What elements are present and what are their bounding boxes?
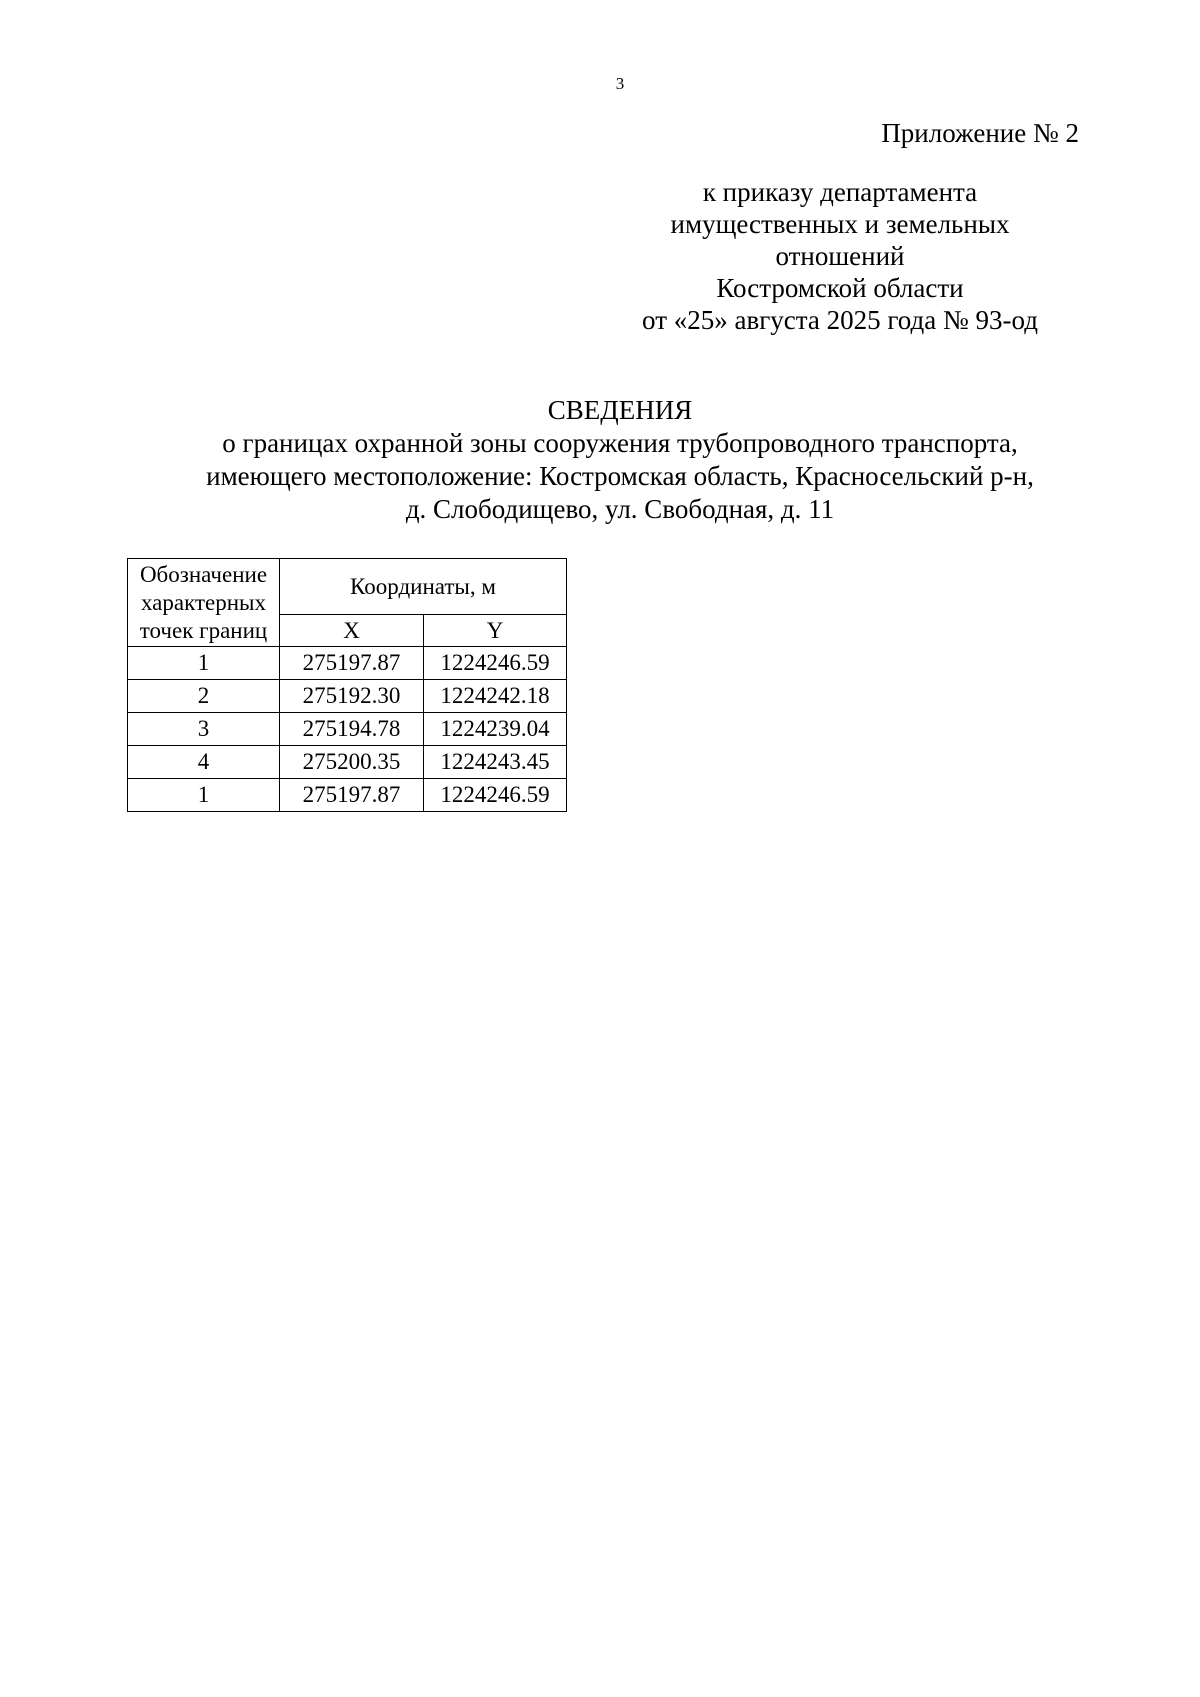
table-row [128,779,567,812]
x-cell: 275197.87 [280,647,424,680]
x-cell: 275192.30 [280,680,424,713]
table-row [128,746,567,779]
coordinates-column-header: Координаты, м [280,559,567,615]
document-subtitle-line: д. Слободищево, ул. Свободная, д. 11 [405,494,835,524]
table-row [128,680,567,713]
y-cell: 1224242.18 [424,680,567,713]
order-line: Костромской области [716,273,964,303]
appendix-title: Приложение № 2 [881,118,1079,148]
y-cell: 1224239.04 [424,713,567,746]
page-number: 3 [615,74,625,93]
y-column-header: Y [424,615,567,647]
order-reference [610,176,1070,336]
x-cell: 275197.87 [280,779,424,812]
y-cell: 1224246.59 [424,779,567,812]
boundary-coordinates-table [127,558,567,812]
order-line: к приказу департамента [702,177,978,207]
x-column-header: X [280,615,424,647]
y-cell: 1224246.59 [424,647,567,680]
table-row [128,713,567,746]
point-column-header: Обозначение характерных точек границ [128,559,280,647]
document-heading [100,394,1140,526]
y-cell: 1224243.45 [424,746,567,779]
point-cell: 3 [128,713,280,746]
x-cell: 275200.35 [280,746,424,779]
table-row [128,647,567,680]
order-date-line: от «25» августа 2025 года № 93-од [642,305,1038,335]
order-line: имущественных и земельных [670,209,1010,239]
point-cell: 2 [128,680,280,713]
document-subtitle-line: о границах охранной зоны сооружения трубопроводного транспорта, [222,428,1018,458]
document-subtitle-line: имеющего местоположение: Костромская область, Красносельский р-н, [206,461,1034,491]
point-cell: 1 [128,779,280,812]
point-cell: 1 [128,647,280,680]
order-line: отношений [775,241,905,271]
document-title: СВЕДЕНИЯ [547,395,693,425]
x-cell: 275194.78 [280,713,424,746]
point-cell: 4 [128,746,280,779]
